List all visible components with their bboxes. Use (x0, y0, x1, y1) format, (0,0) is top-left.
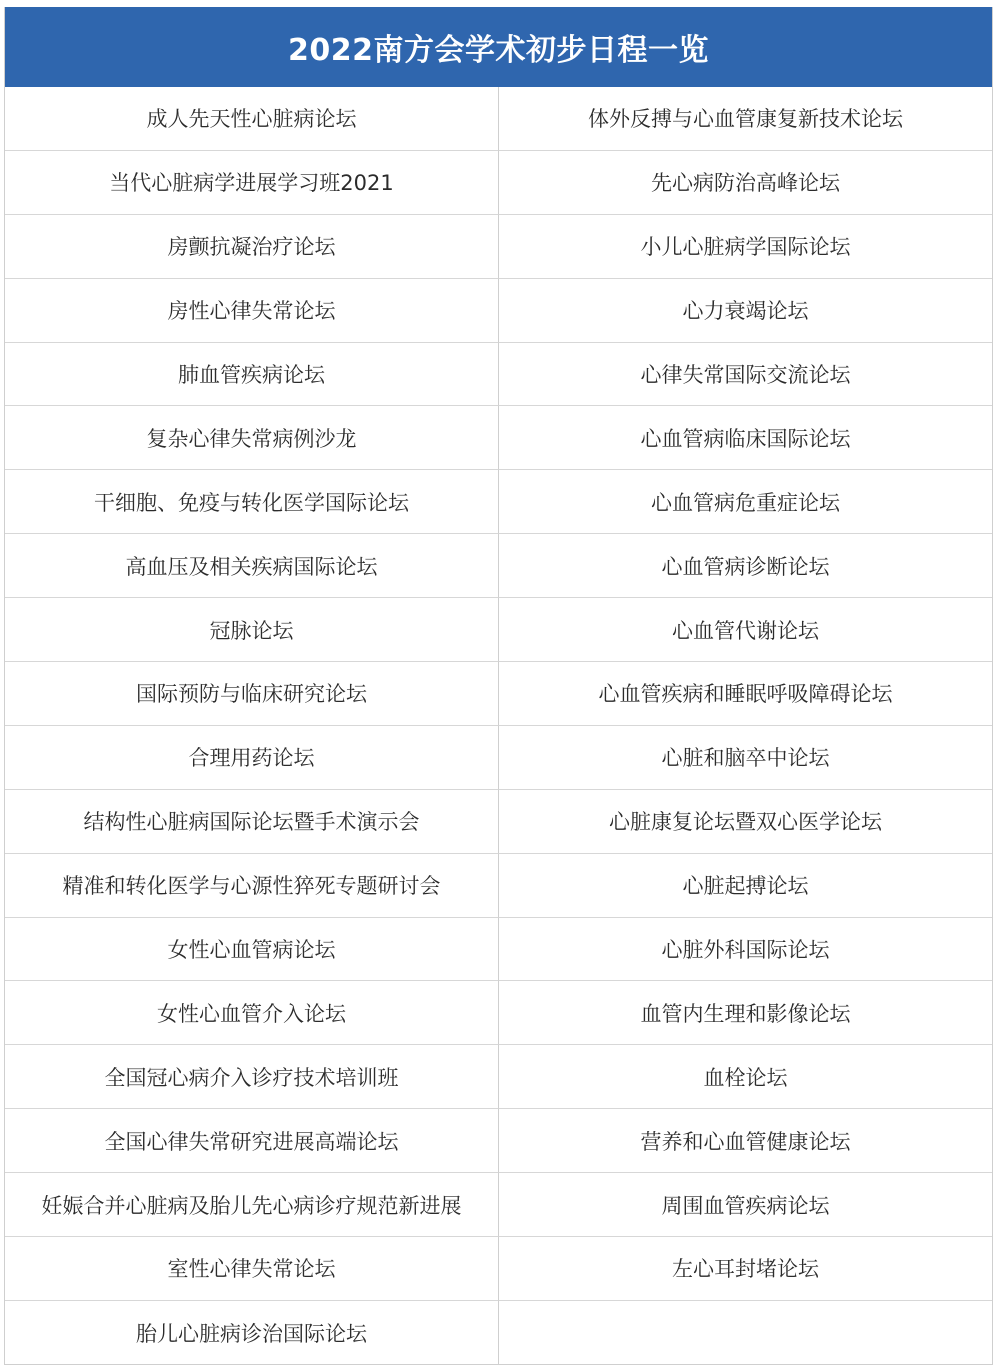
forum-cell-left: 国际预防与临床研究论坛 (5, 662, 499, 726)
forum-cell-left: 胎儿心脏病诊治国际论坛 (5, 1301, 499, 1365)
forum-cell-left: 房颤抗凝治疗论坛 (5, 215, 499, 279)
forum-cell-right: 血栓论坛 (499, 1045, 992, 1109)
forum-cell-left: 当代心脏病学进展学习班2021 (5, 151, 499, 215)
forum-cell-left: 房性心律失常论坛 (5, 279, 499, 343)
schedule-table (4, 7, 993, 1365)
forum-cell-left: 全国冠心病介入诊疗技术培训班 (5, 1045, 499, 1109)
title-bar (5, 7, 992, 87)
forum-cell-right: 心血管病诊断论坛 (499, 534, 992, 598)
page-title: 2022南方会学术初步日程一览 (288, 33, 709, 68)
forum-cell-right: 心血管疾病和睡眠呼吸障碍论坛 (499, 662, 992, 726)
forum-cell-left: 干细胞、免疫与转化医学国际论坛 (5, 470, 499, 534)
forum-cell-left: 室性心律失常论坛 (5, 1237, 499, 1301)
forum-cell-right: 体外反搏与心血管康复新技术论坛 (499, 87, 992, 151)
forum-cell-right: 心血管代谢论坛 (499, 598, 992, 662)
forum-cell-left: 结构性心脏病国际论坛暨手术演示会 (5, 790, 499, 854)
forum-cell-left: 肺血管疾病论坛 (5, 343, 499, 407)
forum-cell-left: 成人先天性心脏病论坛 (5, 87, 499, 151)
forum-cell-right: 营养和心血管健康论坛 (499, 1109, 992, 1173)
forum-cell-right: 心脏和脑卒中论坛 (499, 726, 992, 790)
forum-cell-left: 女性心血管介入论坛 (5, 981, 499, 1045)
forum-cell-left: 精准和转化医学与心源性猝死专题研讨会 (5, 854, 499, 918)
forum-cell-right: 心脏外科国际论坛 (499, 918, 992, 982)
forum-cell-left: 妊娠合并心脏病及胎儿先心病诊疗规范新进展 (5, 1173, 499, 1237)
forum-cell-left: 冠脉论坛 (5, 598, 499, 662)
forum-cell-right (499, 1301, 992, 1365)
forum-cell-right: 心力衰竭论坛 (499, 279, 992, 343)
forum-grid (5, 87, 992, 1365)
forum-cell-left: 复杂心律失常病例沙龙 (5, 406, 499, 470)
forum-cell-right: 心律失常国际交流论坛 (499, 343, 992, 407)
forum-cell-left: 合理用药论坛 (5, 726, 499, 790)
forum-cell-right: 血管内生理和影像论坛 (499, 981, 992, 1045)
forum-cell-left: 女性心血管病论坛 (5, 918, 499, 982)
forum-cell-right: 心血管病临床国际论坛 (499, 406, 992, 470)
forum-cell-right: 先心病防治高峰论坛 (499, 151, 992, 215)
forum-cell-left: 全国心律失常研究进展高端论坛 (5, 1109, 499, 1173)
forum-cell-right: 心血管病危重症论坛 (499, 470, 992, 534)
forum-cell-left: 高血压及相关疾病国际论坛 (5, 534, 499, 598)
forum-cell-right: 心脏康复论坛暨双心医学论坛 (499, 790, 992, 854)
forum-cell-right: 左心耳封堵论坛 (499, 1237, 992, 1301)
forum-cell-right: 周围血管疾病论坛 (499, 1173, 992, 1237)
forum-cell-right: 心脏起搏论坛 (499, 854, 992, 918)
forum-cell-right: 小儿心脏病学国际论坛 (499, 215, 992, 279)
